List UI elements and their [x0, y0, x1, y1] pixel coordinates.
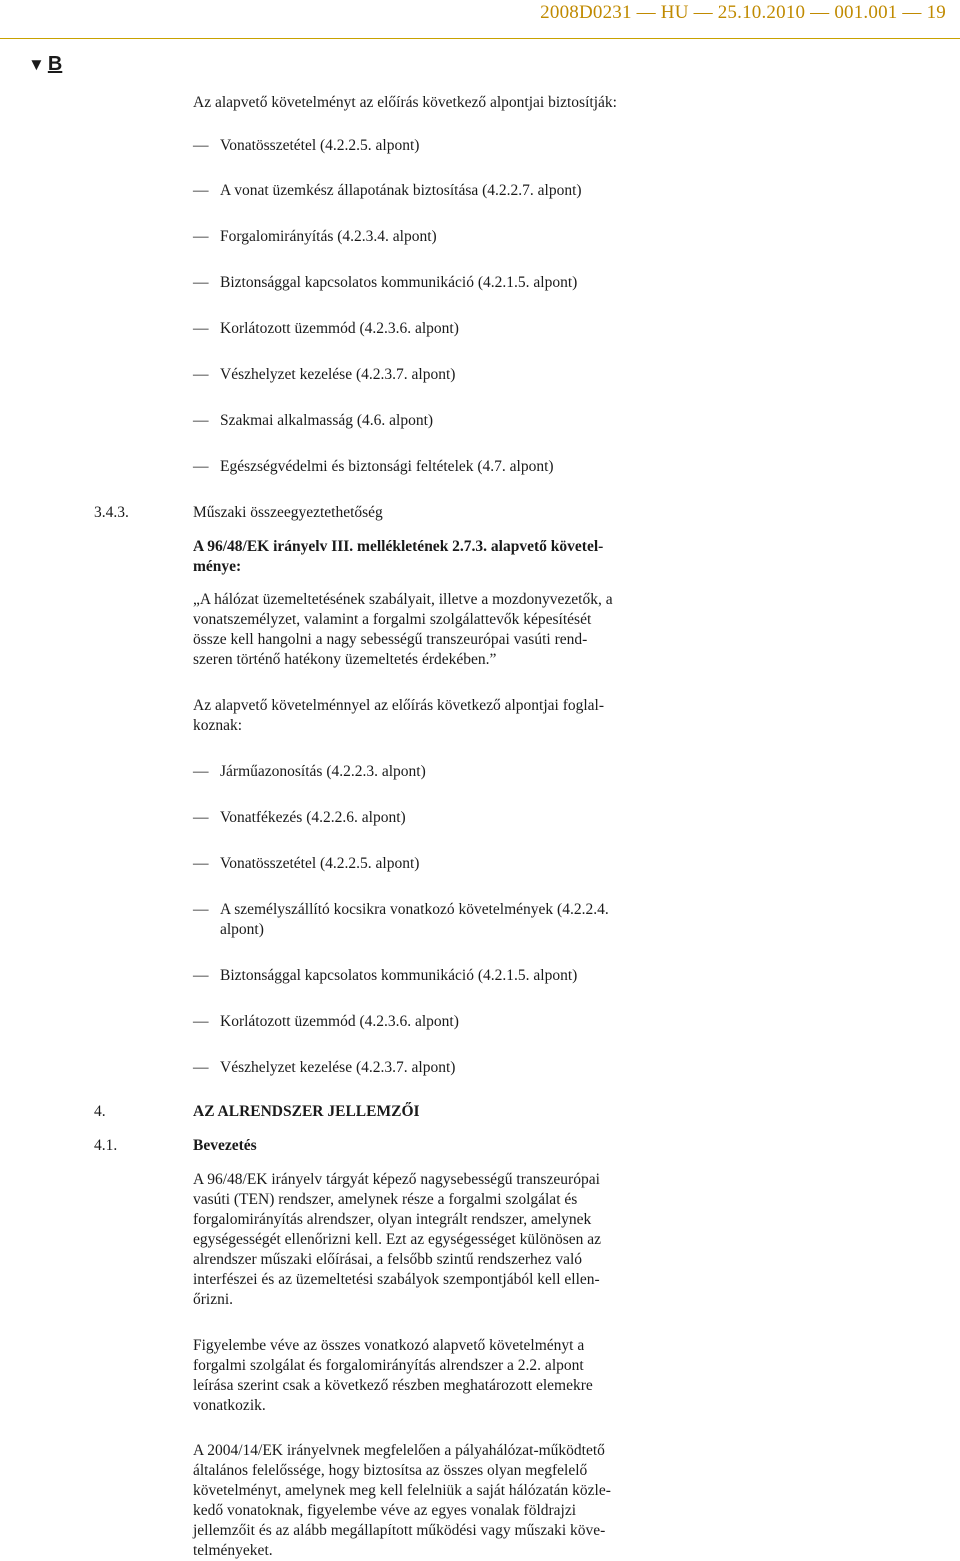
amendment-marker: [28, 52, 62, 77]
section-title: Bevezetés: [193, 1137, 257, 1154]
list-item: — Biztonsággal kapcsolatos kommunikáció (4.2.1.5. alpont): [193, 274, 578, 291]
triangle-down-icon: ▼: [28, 55, 45, 74]
intro-line: Az alapvető követelménnyel az előírás következő alpontjai foglal-: [193, 697, 605, 714]
paragraph-line: forgalmi szolgálat és forgalomirányítás alrendszer a 2.2. alpont: [193, 1357, 584, 1374]
quote-line: „A hálózat üzemeltetésének szabályait, illetve a mozdonyvezetők, a: [193, 591, 613, 608]
list-item: — Vonatösszetétel (4.2.2.5. alpont): [193, 137, 420, 154]
amendment-letter: B: [47, 53, 63, 75]
section-title: AZ ALRENDSZER JELLEMZŐI: [193, 1103, 420, 1120]
paragraph-line: vonatkozik.: [193, 1397, 266, 1414]
requirement-heading-line: ménye:: [193, 558, 242, 575]
list-item: — A személyszállító kocsikra vonatkozó követelmények (4.2.2.4.: [193, 901, 609, 918]
paragraph-line: követelményt, amelynek meg kell felelniük a saját hálózatán közle-: [193, 1482, 611, 1499]
paragraph-line: általános felelőssége, hogy biztosítsa az összes olyan megfelelő: [193, 1462, 588, 1479]
list-item: — Vészhelyzet kezelése (4.2.3.7. alpont): [193, 1059, 456, 1076]
section-a-intro: Az alapvető követelményt az előírás következő alpontjai biztosítják:: [193, 94, 617, 111]
list-item: — Korlátozott üzemmód (4.2.3.6. alpont): [193, 320, 459, 337]
section-title: Műszaki összeegyeztethetőség: [193, 504, 383, 521]
list-item: — Biztonsággal kapcsolatos kommunikáció (4.2.1.5. alpont): [193, 967, 578, 984]
list-item: — Szakmai alkalmasság (4.6. alpont): [193, 412, 434, 429]
list-item: — Vonatfékezés (4.2.2.6. alpont): [193, 809, 406, 826]
intro-line: koznak:: [193, 717, 243, 734]
list-item: — A vonat üzemkész állapotának biztosítása (4.2.2.7. alpont): [193, 182, 582, 199]
quote-line: szeren történő hatékony üzemeltetés érdekében.”: [193, 651, 497, 668]
paragraph-line: Figyelembe véve az összes vonatkozó alapvető követelményt a: [193, 1337, 585, 1354]
paragraph-line: telményeket.: [193, 1542, 273, 1559]
section-number: 4.: [94, 1103, 106, 1120]
requirement-heading-line: A 96/48/EK irányelv III. mellékletének 2.7.3. alapvető követel-: [193, 538, 604, 555]
quote-line: össze kell hangolni a nagy sebességű transzeurópai vasúti rend-: [193, 631, 588, 648]
list-item: — Korlátozott üzemmód (4.2.3.6. alpont): [193, 1013, 459, 1030]
page-header: [0, 0, 960, 39]
paragraph-line: leírása szerint csak a következő részben meghatározott elemekre: [193, 1377, 593, 1394]
quote-line: vonatszemélyzet, valamint a forgalmi szolgálattevők képesítését: [193, 611, 592, 628]
paragraph-line: alrendszer műszaki előírásai, a felsőbb szintű rendszerhez való: [193, 1251, 583, 1268]
list-item-continuation: alpont): [220, 921, 264, 938]
paragraph-line: A 2004/14/EK irányelvnek megfelelően a pályahálózat-működtető: [193, 1442, 605, 1459]
paragraph-line: vasúti (TEN) rendszer, amelynek része a forgalmi szolgálat és: [193, 1191, 578, 1208]
section-number: 4.1.: [94, 1137, 118, 1154]
paragraph-line: kedő vonatoknak, figyelembe véve az egyes vonalak földrajzi: [193, 1502, 577, 1519]
paragraph-line: őrizni.: [193, 1291, 234, 1308]
list-item: — Vonatösszetétel (4.2.2.5. alpont): [193, 855, 420, 872]
list-item: — Vészhelyzet kezelése (4.2.3.7. alpont): [193, 366, 456, 383]
paragraph-line: jellemzőit és az alább megállapított működési vagy műszaki köve-: [193, 1522, 606, 1539]
list-item: — Járműazonosítás (4.2.2.3. alpont): [193, 763, 426, 780]
section-number: 3.4.3.: [94, 504, 129, 521]
list-item: — Forgalomirányítás (4.2.3.4. alpont): [193, 228, 437, 245]
paragraph-line: egységességét ellenőrizni kell. Ezt az egységességet különösen az: [193, 1231, 602, 1248]
list-item: — Egészségvédelmi és biztonsági feltételek (4.7. alpont): [193, 458, 554, 475]
paragraph-line: interfészei és az üzemeltetési szabályok szempontjából kell ellen-: [193, 1271, 600, 1288]
running-header-text: 2008D0231 — HU — 25.10.2010 — 001.001 — 19: [540, 2, 946, 23]
paragraph-line: forgalomirányítás alrendszer, olyan integrált rendszer, amelynek: [193, 1211, 592, 1228]
paragraph-line: A 96/48/EK irányelv tárgyát képező nagysebességű transzeurópai: [193, 1171, 600, 1188]
